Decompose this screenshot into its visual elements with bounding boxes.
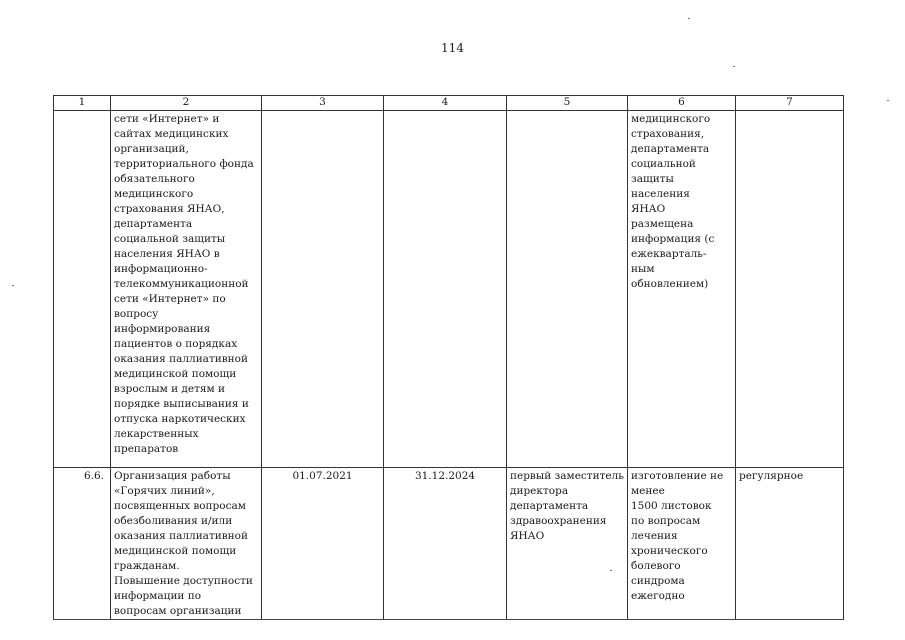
cell-activity	[111, 468, 262, 620]
plan-table	[53, 95, 844, 620]
cell-frequency	[736, 111, 844, 468]
cell-line: сайтах медицинских	[114, 128, 229, 140]
header-row	[54, 96, 844, 111]
cell-line: размещена	[631, 218, 694, 230]
cell-line: социальной защиты	[114, 233, 226, 245]
cell-line: оказания паллиативной	[114, 530, 248, 542]
header-col-1: 1	[54, 96, 111, 111]
cell-line: департамента	[114, 218, 193, 230]
cell-line: лечения	[631, 530, 678, 542]
table-row-6-6	[54, 468, 844, 620]
page-number: 114	[441, 41, 464, 55]
cell-line: Повышение доступности	[114, 575, 253, 587]
cell-line: сети «Интернет» и	[114, 113, 220, 125]
cell-line: оказания паллиативной	[114, 353, 248, 365]
cell-line: вопросам организации	[114, 605, 242, 617]
cell-line: порядке выписывания и	[114, 398, 249, 410]
cell-line: телекоммуникационной	[114, 278, 249, 290]
scan-speck	[688, 18, 690, 19]
cell-line: медицинского	[114, 188, 194, 200]
cell-line: здравоохранения	[510, 515, 607, 527]
cell-line: пациентов о порядках	[114, 338, 238, 350]
cell-line: сети «Интернет» по	[114, 293, 226, 305]
cell-line: менее	[631, 485, 665, 497]
scan-speck	[733, 66, 735, 67]
cell-line: организаций,	[114, 143, 189, 155]
cell-line: населения ЯНАО в	[114, 248, 220, 260]
cell-line: ным	[631, 263, 655, 275]
cell-number	[54, 111, 111, 468]
cell-line: «Горячих линий»,	[114, 485, 215, 497]
cell-line: болевого	[631, 560, 681, 572]
cell-line: изготовление не	[631, 470, 724, 482]
cell-line: информирования	[114, 323, 211, 335]
scan-speck	[12, 285, 14, 286]
cell-line: Организация работы	[114, 470, 231, 482]
cell-responsible	[507, 111, 628, 468]
header-col-5: 5	[507, 96, 628, 111]
cell-start-date: 01.07.2021	[262, 468, 384, 620]
scan-speck	[610, 570, 612, 571]
cell-line: препаратов	[114, 443, 179, 455]
header-col-3: 3	[262, 96, 384, 111]
cell-start-date	[262, 111, 384, 468]
header-col-7: 7	[736, 96, 844, 111]
cell-line: гражданам.	[114, 560, 180, 572]
cell-line: обязательного	[114, 173, 195, 185]
cell-line: вопросу	[114, 308, 159, 320]
cell-result	[628, 111, 736, 468]
cell-line: медицинского	[631, 113, 711, 125]
cell-end-date	[384, 111, 507, 468]
cell-line: отпуска наркотических	[114, 413, 246, 425]
cell-line: по вопросам	[631, 515, 701, 527]
cell-line: социальной	[631, 158, 696, 170]
cell-line: обновлением)	[631, 278, 709, 290]
cell-line: медицинской помощи	[114, 545, 237, 557]
header-col-6: 6	[628, 96, 736, 111]
cell-line: лекарственных	[114, 428, 199, 440]
cell-line: обезболивания и/или	[114, 515, 233, 527]
cell-line: синдрома	[631, 575, 685, 587]
cell-frequency: регулярное	[736, 468, 844, 620]
cell-result	[628, 468, 736, 620]
cell-line: медицинской помощи	[114, 368, 237, 380]
header-col-4: 4	[384, 96, 507, 111]
scan-speck	[887, 100, 889, 101]
cell-line: департамента	[631, 143, 710, 155]
cell-activity	[111, 111, 262, 468]
cell-line: взрослым и детям и	[114, 383, 226, 395]
cell-line: 1500 листовок	[631, 500, 712, 512]
cell-number: 6.6.	[54, 468, 111, 620]
cell-responsible	[507, 468, 628, 620]
cell-end-date: 31.12.2024	[384, 468, 507, 620]
cell-line: ЯНАО	[510, 530, 545, 542]
cell-line: информационно-	[114, 263, 208, 275]
cell-line: департамента	[510, 500, 589, 512]
cell-line: страхования,	[631, 128, 705, 140]
cell-line: первый заместитель	[510, 470, 625, 482]
header-col-2: 2	[111, 96, 262, 111]
cell-line: населения	[631, 188, 690, 200]
table-row-continued	[54, 111, 844, 468]
cell-line: ежегодно	[631, 590, 685, 602]
cell-line: посвященных вопросам	[114, 500, 246, 512]
cell-line: ЯНАО	[631, 203, 666, 215]
cell-line: директора	[510, 485, 569, 497]
cell-line: информации по	[114, 590, 202, 602]
cell-line: страхования ЯНАО,	[114, 203, 225, 215]
cell-line: защиты	[631, 173, 674, 185]
cell-line: хронического	[631, 545, 708, 557]
cell-line: территориального фонда	[114, 158, 254, 170]
cell-line: ежекварталь-	[631, 248, 707, 260]
cell-line: информация (с	[631, 233, 715, 245]
